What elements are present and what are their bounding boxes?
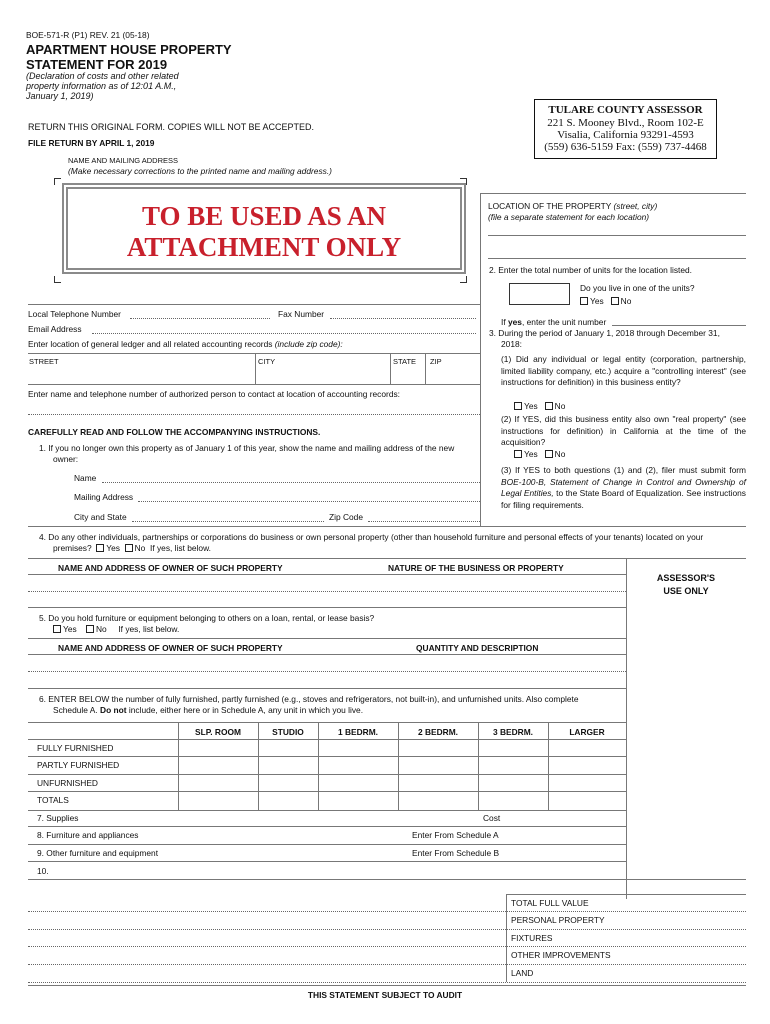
assessor-address-box xyxy=(534,99,717,159)
location-label-text: LOCATION OF THE PROPERTY xyxy=(488,201,612,211)
new-owner-name-label: Name xyxy=(74,473,97,483)
rule xyxy=(28,826,626,827)
yes-label: Yes xyxy=(590,296,604,306)
assessor-name: TULARE COUNTY ASSESSOR xyxy=(548,104,703,116)
schedule-a-label: Enter From Schedule A xyxy=(412,830,499,840)
unit-number-input[interactable] xyxy=(612,325,746,326)
units-table xyxy=(28,722,626,810)
schedule-b-label: Enter From Schedule B xyxy=(412,848,500,858)
email-label: Email Address xyxy=(28,324,82,334)
total-other-improvements: OTHER IMPROVEMENTS xyxy=(511,950,611,960)
location-line-1[interactable] xyxy=(488,235,746,236)
rule xyxy=(28,526,746,527)
rule xyxy=(28,861,626,862)
q4-yes-checkbox[interactable] xyxy=(96,544,104,552)
file-by-notice: FILE RETURN BY APRIL 1, 2019 xyxy=(28,138,155,148)
units-row-unfurnished: UNFURNISHED xyxy=(37,778,98,788)
units-col-slp-room: SLP. ROOM xyxy=(195,727,241,737)
no-label: No xyxy=(620,296,632,306)
new-owner-city-label: City and State xyxy=(74,512,127,522)
return-notice: RETURN THIS ORIGINAL FORM. COPIES WILL NOT BE ACCEPTED. xyxy=(28,122,315,132)
new-owner-address-input[interactable] xyxy=(138,501,480,502)
q3-line1: 3. During the period of January 1, 2018 through December 31, xyxy=(489,328,720,338)
units-row-partly-furnished: PARTLY FURNISHED xyxy=(37,760,120,770)
rule xyxy=(28,638,626,639)
corner-mark xyxy=(54,276,61,283)
careful-notice: CAREFULLY READ AND FOLLOW THE ACCOMPANYING INSTRUCTIONS. xyxy=(28,427,321,437)
if-yes-prefix: If xyxy=(501,317,508,327)
q5-line2 xyxy=(53,624,179,634)
fax-label: Fax Number xyxy=(278,309,325,319)
yes-label: Yes xyxy=(106,543,120,553)
corner-mark xyxy=(460,276,467,283)
assessor-line1: 221 S. Mooney Blvd., Room 102-E xyxy=(547,117,704,129)
new-owner-zip-input[interactable] xyxy=(368,521,480,522)
q3-line2: 2018: xyxy=(501,339,522,349)
assessor-use-line2: USE ONLY xyxy=(663,586,709,596)
q4-col1-header: NAME AND ADDRESS OF OWNER OF SUCH PROPERTY xyxy=(58,563,283,573)
units-count-input[interactable] xyxy=(509,283,570,305)
q4-line1: 4. Do any other individuals, partnerships or corporations do business or own personal property (other than household furniture and personal effects of your tenants) located on your xyxy=(39,532,704,542)
rule xyxy=(28,353,480,354)
units-col-2-bedrm: 2 BEDRM. xyxy=(417,727,459,737)
new-owner-name-input[interactable] xyxy=(102,482,480,483)
form-id: BOE-571-R (P1) REV. 21 (05-18) xyxy=(26,30,150,40)
live-question: Do you live in one of the units? xyxy=(580,283,695,293)
stamp-line1: TO BE USED AS AN xyxy=(141,201,387,231)
rule xyxy=(28,304,480,305)
column-divider xyxy=(480,193,481,526)
rule xyxy=(28,688,626,689)
form-subtitle-line1: (Declaration of costs and other related xyxy=(26,71,179,81)
form-subtitle-line3: January 1, 2019) xyxy=(26,91,94,101)
rule xyxy=(28,607,626,608)
stamp-line2: ATTACHMENT ONLY xyxy=(126,232,402,262)
form-title-line2: STATEMENT FOR 2019 xyxy=(26,57,168,72)
audit-footer: THIS STATEMENT SUBJECT TO AUDIT xyxy=(307,990,463,1000)
email-input[interactable] xyxy=(92,333,476,334)
q1-line1: 1. If you no longer own this property as of January 1 of this year, show the name and mailing address of the new xyxy=(39,443,455,453)
rule xyxy=(28,879,746,880)
item-9-equipment: 9. Other furniture and equipment xyxy=(37,848,159,858)
mailing-note: (Make necessary corrections to the printed name and mailing address.) xyxy=(68,166,332,176)
live-yes-checkbox[interactable] xyxy=(580,297,588,305)
new-owner-address-label: Mailing Address xyxy=(74,492,134,502)
city-label: CITY xyxy=(258,357,276,366)
q3-3-italic: BOE-100-B, Statement of Change in Control and Ownership of Legal Entities, xyxy=(501,476,746,498)
rule xyxy=(28,946,746,947)
q5-col1-header: NAME AND ADDRESS OF OWNER OF SUCH PROPERTY xyxy=(58,643,283,653)
assessor-use-divider xyxy=(626,558,627,899)
assessor-use-line1: ASSESSOR'S xyxy=(656,573,716,583)
item-10: 10. xyxy=(37,866,49,876)
ledger-label-text: Enter location of general ledger and all related accounting records xyxy=(28,339,275,349)
assessor-line3: (559) 636-5159 Fax: (559) 737-4468 xyxy=(544,141,707,153)
state-label: STATE xyxy=(393,357,417,366)
form-title-line1: APARTMENT HOUSE PROPERTY xyxy=(26,42,232,57)
q1-line2: owner: xyxy=(53,454,79,464)
q5-line1: 5. Do you hold furniture or equipment belonging to others on a loan, rental, or lease basis? xyxy=(39,613,375,623)
location-label xyxy=(488,201,657,211)
cost-label: Cost xyxy=(483,813,501,823)
units-col-1-bedrm: 1 BEDRM. xyxy=(337,727,379,737)
live-answer xyxy=(580,296,631,306)
units-row-fully-furnished: FULLY FURNISHED xyxy=(37,743,114,753)
yes-label: Yes xyxy=(63,624,77,634)
authorized-label: Enter name and telephone number of authorized person to contact at location of accounting records: xyxy=(28,389,400,399)
ledger-label xyxy=(28,339,343,349)
units-col-3-bedrm: 3 BEDRM. xyxy=(492,727,534,737)
total-full-value: TOTAL FULL VALUE xyxy=(511,898,589,908)
q3-1-no-checkbox[interactable] xyxy=(545,402,553,410)
q4-row-1[interactable] xyxy=(28,591,626,592)
q3-1-yes-checkbox[interactable] xyxy=(514,402,522,410)
q3-2 xyxy=(501,414,746,449)
total-fixtures: FIXTURES xyxy=(511,933,553,943)
q3-2-text: (2) If YES, did this business entity also own "real property" (see instructions for definition) in California at the time of the acquisition? xyxy=(501,414,746,447)
rule xyxy=(28,911,746,912)
authorized-input[interactable] xyxy=(28,414,480,415)
q6-bold: Do not xyxy=(100,705,127,715)
q3-2-no-checkbox[interactable] xyxy=(545,450,553,458)
units-col-studio: STUDIO xyxy=(272,727,304,737)
q6-line2 xyxy=(53,705,363,715)
total-land: LAND xyxy=(511,968,534,978)
rule xyxy=(506,894,746,895)
no-label: No xyxy=(554,449,566,459)
q6-prefix: Schedule A. xyxy=(53,705,101,715)
total-personal-property: PERSONAL PROPERTY xyxy=(511,915,605,925)
if-yes-bold: yes xyxy=(507,317,522,327)
rule xyxy=(28,558,746,559)
q4-line2 xyxy=(53,543,211,553)
q3-3-prefix: (3) If YES to both questions (1) and (2), filer must submit form xyxy=(501,465,746,475)
q4-col2-header: NATURE OF THE BUSINESS OR PROPERTY xyxy=(388,563,564,573)
phone-input[interactable] xyxy=(130,318,270,319)
item-8-furniture: 8. Furniture and appliances xyxy=(37,830,139,840)
units-col-larger: LARGER xyxy=(569,727,605,737)
rule xyxy=(28,964,746,965)
q4-no-checkbox[interactable] xyxy=(125,544,133,552)
location-note: (file a separate statement for each location) xyxy=(488,212,650,222)
q6-suffix: include, either here or in Schedule A, any unit in which you live. xyxy=(126,705,364,715)
q5-yes-checkbox[interactable] xyxy=(53,625,61,633)
q3-3-suffix: to the State Board of Equalization. See instructions for filing requirements. xyxy=(501,488,746,510)
q3-1-answer xyxy=(514,401,565,411)
units-row-totals: TOTALS xyxy=(37,795,69,805)
no-label: No xyxy=(134,543,146,553)
q3-2-yes-checkbox[interactable] xyxy=(514,450,522,458)
q5-col2-header: QUANTITY AND DESCRIPTION xyxy=(416,643,539,653)
q3-2-answer xyxy=(514,449,565,459)
rule xyxy=(28,929,746,930)
no-label: No xyxy=(554,401,566,411)
corner-mark xyxy=(54,178,61,185)
q5-no-checkbox[interactable] xyxy=(86,625,94,633)
form-subtitle-line2: property information as of 12:01 A.M., xyxy=(26,81,177,91)
rule xyxy=(28,985,746,986)
new-owner-zip-label: Zip Code xyxy=(329,512,363,522)
unit-number-label xyxy=(501,317,606,327)
location-line-2[interactable] xyxy=(488,258,746,259)
q3-1 xyxy=(501,354,746,389)
q3-3 xyxy=(501,465,746,511)
live-no-checkbox[interactable] xyxy=(611,297,619,305)
if-yes-list: If yes, list below. xyxy=(150,543,211,553)
rule xyxy=(28,574,626,575)
rule xyxy=(28,844,626,845)
yes-label: Yes xyxy=(524,401,538,411)
q5-row-1[interactable] xyxy=(28,671,626,672)
divider xyxy=(425,353,426,384)
q6-line1: 6. ENTER BELOW the number of fully furnished, partly furnished (e.g., stoves and refrigerators, not built-in), and unfurnished units. Also complete xyxy=(39,694,579,704)
if-yes-suffix: , enter the unit number xyxy=(521,317,607,327)
phone-label: Local Telephone Number xyxy=(28,309,121,319)
rule xyxy=(28,982,746,983)
new-owner-city-input[interactable] xyxy=(132,521,324,522)
street-label: STREET xyxy=(29,357,59,366)
q2-units: 2. Enter the total number of units for the location listed. xyxy=(489,265,692,275)
rule xyxy=(28,384,480,385)
yes-label: Yes xyxy=(524,449,538,459)
rule xyxy=(28,654,626,655)
fax-input[interactable] xyxy=(330,318,476,319)
item-7-supplies: 7. Supplies xyxy=(37,813,79,823)
divider xyxy=(390,353,391,384)
location-label-italic: (street, city) xyxy=(613,201,658,211)
if-yes-list: If yes, list below. xyxy=(118,624,180,634)
zip-label: ZIP xyxy=(430,357,442,366)
totals-divider xyxy=(506,894,507,982)
mailing-label: NAME AND MAILING ADDRESS xyxy=(68,156,179,165)
q4-prefix: premises? xyxy=(53,543,92,553)
assessor-line2: Visalia, California 93291-4593 xyxy=(557,129,694,141)
attachment-only-stamp xyxy=(62,183,466,274)
divider xyxy=(255,353,256,384)
no-label: No xyxy=(95,624,107,634)
rule xyxy=(480,193,746,194)
ledger-label-italic: (include zip code): xyxy=(274,339,343,349)
q3-1-text: (1) Did any individual or legal entity (corporation, partnership, limited liability company, etc.) acquire a "controlling interest" (see instructions for definition) in this business entity? xyxy=(501,354,746,387)
